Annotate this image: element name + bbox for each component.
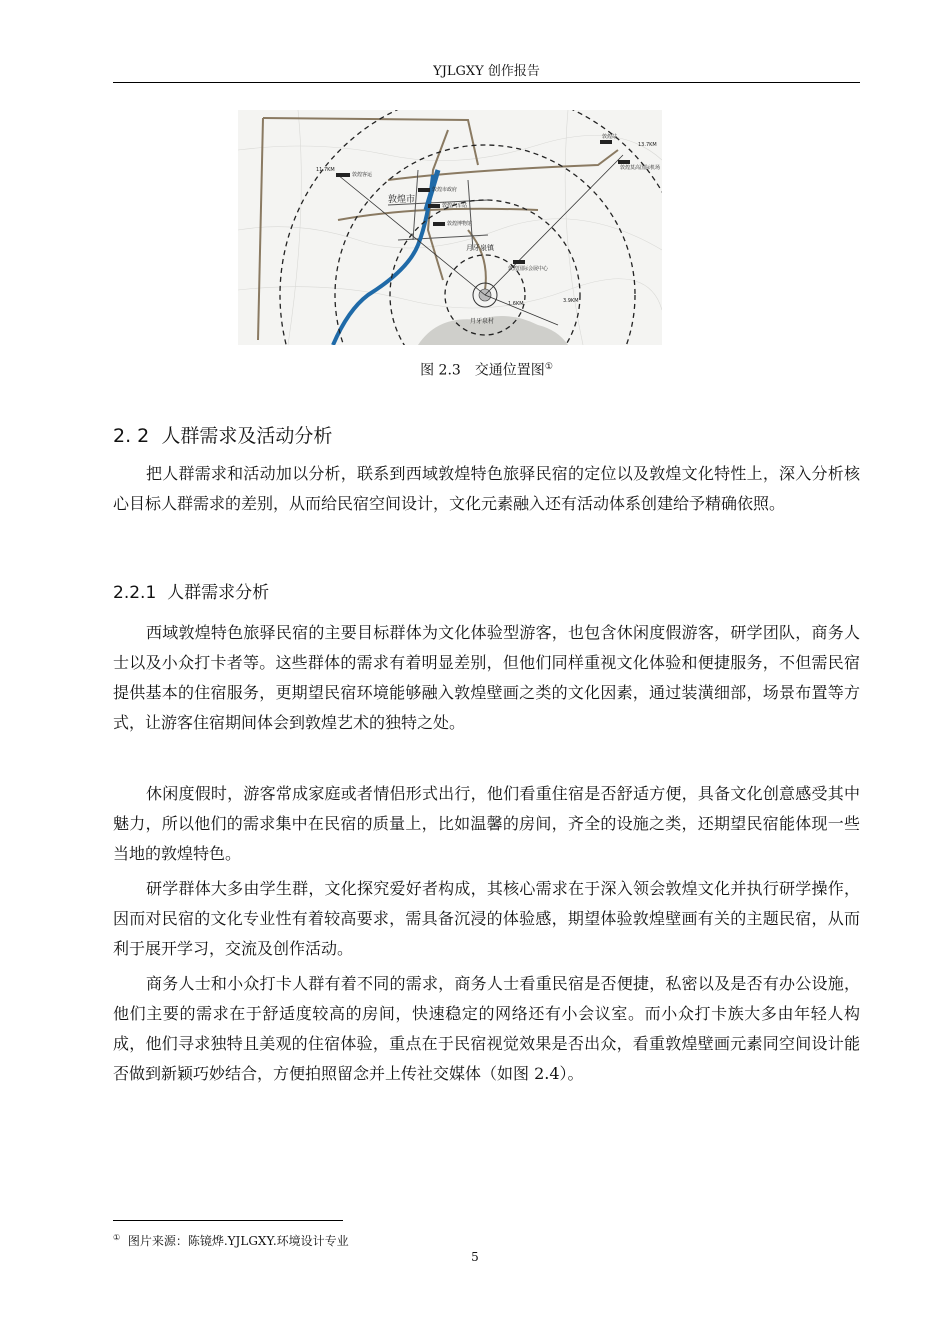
label-dist-2: 13.7KM	[638, 142, 657, 148]
section-number: 2. 2	[113, 425, 150, 447]
label-poi-5: 敦煌国际会展中心	[508, 266, 549, 272]
page-number: 5	[471, 1250, 479, 1264]
label-crescent-town: 月牙泉镇	[466, 244, 494, 252]
label-crescent-village: 月牙泉村	[470, 318, 495, 325]
footnote-rule	[113, 1220, 343, 1221]
label-poi-1: 敦煌客运	[352, 172, 373, 178]
label-poi-4: 敦煌博物馆	[447, 221, 473, 227]
label-poi-7: 敦煌莫高国际机场	[620, 165, 661, 171]
subsection-heading	[113, 582, 269, 604]
subsection-title: 人群需求分析	[167, 583, 270, 603]
label-poi-6: 敦煌站	[602, 134, 618, 140]
map-background	[238, 110, 662, 345]
caption-text: 图 2.3 交通位置图	[420, 362, 545, 379]
body-paragraph: 西域敦煌特色旅驿民宿的主要目标群体为文化体验型游客，也包含休闲度假游客，研学团队，商务人士以及小众打卡者等。这些群体的需求有着明显差别，但他们同样重视文化体验和便捷服务，不但需民宿提供基本的住宿服务，更期望民宿环境能够融入敦煌壁画之类的文化因素，通过装潢细部，场景布置等方式，让游客住宿期间体会到敦煌艺术的独特之处。	[113, 623, 860, 732]
section-heading	[113, 424, 332, 448]
figure-caption	[113, 357, 860, 381]
label-dist-1: 11.7KM	[316, 167, 335, 173]
label-poi-2: 敦煌市政府	[432, 187, 458, 193]
footnote-text: 图片来源：陈镜烨.YJLGXY.环境设计专业	[127, 1234, 349, 1248]
body-paragraph: 研学群体大多由学生群，文化探究爱好者构成，其核心需求在于深入领会敦煌文化并执行研学操作，因而对民宿的文化专业性有着较高要求，需具备沉浸的体验感，期望体验敦煌壁画有关的主题民宿，从而利于展开学习，交流及创作活动。	[113, 879, 860, 958]
subsection-number: 2.2.1	[113, 583, 157, 603]
running-header: YJLGXY 创作报告	[433, 64, 540, 79]
body-paragraph: 休闲度假时，游客常成家庭或者情侣形式出行，他们看重住宿是否舒适方便，具备文化创意感受其中魅力，所以他们的需求集中在民宿的质量上，比如温馨的房间，齐全的设施之类，还期望民宿能体现一些当地的敦煌特色。	[113, 784, 860, 863]
footnote	[113, 1230, 349, 1249]
intro-paragraph: 把人群需求和活动加以分析，联系到西域敦煌特色旅驿民宿的定位以及敦煌文化特性上，深入分析核心目标人群需求的差别，从而给民宿空间设计，文化元素融入还有活动体系创建给予精确依照。	[113, 464, 860, 513]
footnote-mark: ①	[113, 1233, 121, 1242]
transport-location-map	[238, 110, 662, 345]
label-city: 敦煌市	[388, 195, 416, 205]
section-title: 人群需求及活动分析	[161, 425, 333, 447]
label-dist-4: 3.9KM	[563, 298, 579, 304]
label-dist-3: 1.6KM	[508, 301, 524, 307]
map-graphic	[238, 110, 662, 345]
label-poi-3: 敦煌汽车站	[442, 203, 468, 209]
caption-footnote-mark: ①	[544, 362, 553, 372]
header-rule	[113, 82, 860, 83]
body-paragraph: 商务人士和小众打卡人群有着不同的需求，商务人士看重民宿是否便捷，私密以及是否有办公设施，他们主要的需求在于舒适度较高的房间，快速稳定的网络还有小会议室。而小众打卡族大多由年轻人构成，他们寻求独特且美观的住宿体验，重点在于民宿视觉效果是否出众，看重敦煌壁画元素同空间设计能否做到新颖巧妙结合，方便拍照留念并上传社交媒体（如图 2.4）。	[113, 974, 860, 1083]
